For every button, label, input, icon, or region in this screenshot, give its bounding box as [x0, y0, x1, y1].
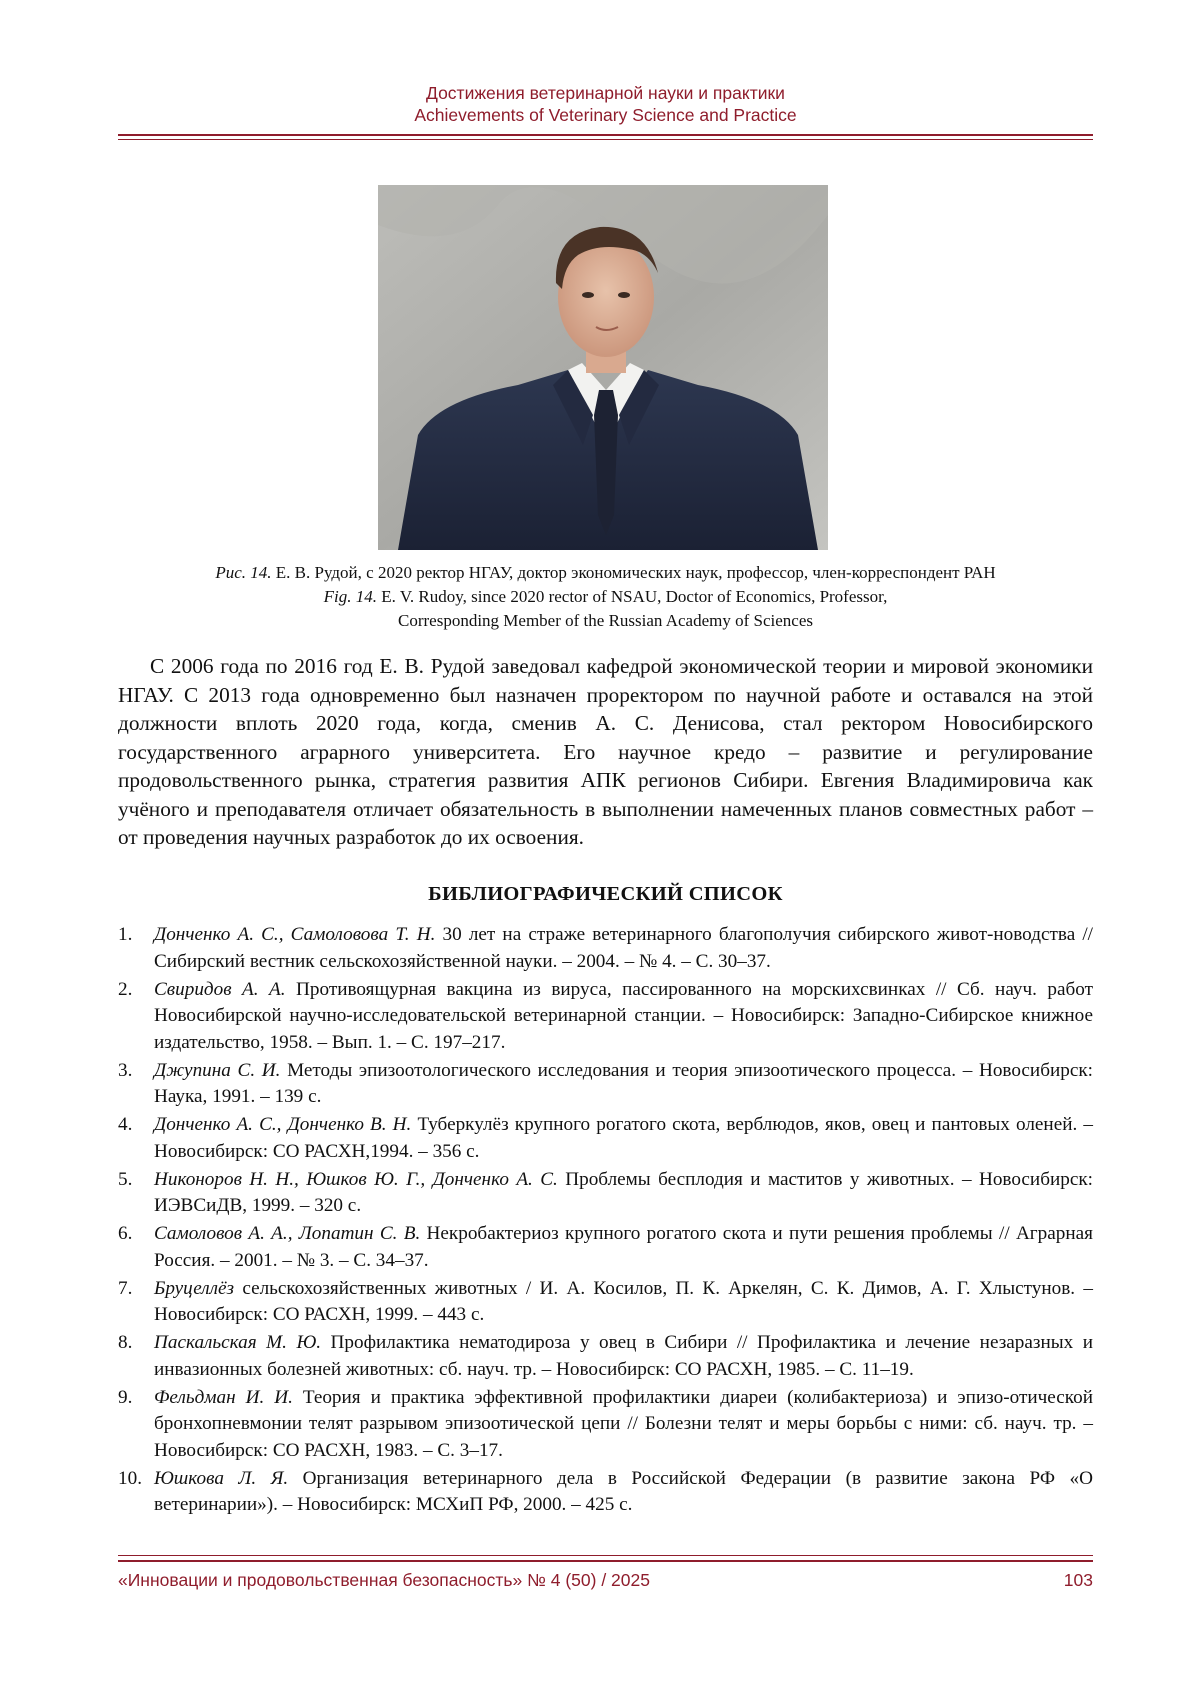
reference-number: 4.: [118, 1114, 133, 1135]
bibliography-title: БИБЛИОГРАФИЧЕСКИЙ СПИСОК: [428, 883, 783, 905]
reference-authors: Юшкова Л. Я.: [154, 1467, 289, 1489]
caption-text-en-1: E. V. Rudoy, since 2020 rector of NSAU, Doctor of Economics, Professor,: [377, 587, 888, 606]
reference-number: 7.: [118, 1277, 133, 1299]
reference-authors: Джупина С. И.: [154, 1059, 281, 1081]
reference-text: Методы эпизоотологического исследования и теория эпизоотического процесса. – Новосибирск: Наука, 1991. – 139 с.: [154, 1059, 1093, 1107]
figure-caption: [118, 561, 1093, 633]
reference-list: [118, 922, 1093, 1520]
header-title-en: Achievements of Veterinary Science and Practice: [414, 105, 797, 125]
reference-item: [118, 1385, 1093, 1465]
reference-item: [118, 1058, 1093, 1111]
reference-text: сельскохозяйственных животных / И. А. Косилов, П. К. Аркелян, С. К. Димов, А. Г. Хлыстунов. – Новосибирск: СО РАСХН, 1999. – 443 с.: [154, 1277, 1093, 1325]
reference-number: 2.: [118, 978, 133, 1000]
reference-text: Профилактика нематодироза у овец в Сибири // Профилактика и лечение незаразных и инвазионных болезней животных: сб. науч. тр. – Новосибирск: СО РАСХН, 1985. – С. 11–19.: [154, 1332, 1093, 1380]
header-rule-thick: [118, 134, 1093, 136]
caption-text-en-2: Corresponding Member of the Russian Academy of Sciences: [398, 611, 813, 630]
header-rule-thin: [118, 139, 1093, 140]
caption-label-en: Fig. 14.: [323, 587, 377, 606]
reference-authors: Самоловов А. А., Лопатин С. В.: [154, 1223, 421, 1244]
reference-number: 3.: [118, 1059, 133, 1081]
caption-ru: [118, 561, 1093, 585]
reference-item: [118, 1330, 1093, 1383]
reference-authors: Донченко А. С., Донченко В. Н.: [154, 1114, 412, 1135]
reference-authors: Бруцеллёз: [154, 1277, 235, 1299]
body-paragraph: С 2006 года по 2016 год Е. В. Рудой заведовал кафедрой экономической теории и мировой экономики НГАУ. С 2013 года одновременно был назначен проректором по научной работе и оставался на этой должности вплоть 2020 года, когда, сменив А. С. Денисова, стал ректором Новосибирского государственного аграрного университета. Его научное кредо – развитие и регулирование продовольственного рынка, стратегия развития АПК регионов Сибири. Евгения Владимировича как учёного и преподавателя отличает обязательность в выполнении намеченных планов совместных работ – от проведения научных разработок до их освоения.: [118, 654, 1093, 849]
reference-item: [118, 1466, 1093, 1519]
portrait-photo: [378, 185, 828, 550]
caption-en-1: [118, 585, 1093, 609]
caption-text-ru: Е. В. Рудой, с 2020 ректор НГАУ, доктор экономических наук, профессор, член-корреспондент РАН: [271, 563, 996, 582]
reference-number: 10.: [118, 1467, 142, 1489]
header-title-ru: Достижения ветеринарной науки и практики: [426, 83, 785, 103]
running-footer: [118, 1568, 1093, 1592]
footer-rule-thick: [118, 1560, 1093, 1562]
journal-name: «Инновации и продовольственная безопасность» № 4 (50) / 2025: [118, 1570, 650, 1590]
reference-item: [118, 1112, 1093, 1165]
reference-text: Некробактериоз крупного рогатого скота и пути решения проблемы // Аграрная Россия. – 2001. – № 3. – С. 34–37.: [154, 1223, 1093, 1271]
reference-number: 1.: [118, 924, 133, 945]
reference-number: 6.: [118, 1223, 133, 1244]
reference-number: 8.: [118, 1332, 133, 1353]
reference-text: Теория и практика эффективной профилактики диареи (колибактериоза) и эпизо-отической бронхопневмонии телят разрывом эпизоотической цепи // Болезни телят и меры борьбы с ними: сб. науч. тр. – Новосибирск: СО РАСХН, 1983. – С. 3–17.: [154, 1386, 1093, 1461]
reference-item: [118, 1276, 1093, 1329]
reference-authors: Фельдман И. И.: [154, 1386, 293, 1408]
running-header: [118, 82, 1093, 126]
reference-authors: Донченко А. С., Самоловова Т. Н.: [154, 924, 436, 945]
reference-item: [118, 922, 1093, 975]
reference-text: Противоящурная вакцина из вируса, пассированного на морскихсвинках // Сб. науч. работ Новосибирской научно-исследовательской ветеринарной станции. – Новосибирск: Западно-Сибирское книжное издательство, 1958. – Вып. 1. – С. 197–217.: [154, 978, 1093, 1053]
reference-item: [118, 1167, 1093, 1220]
reference-authors: Паскальская М. Ю.: [154, 1332, 322, 1353]
footer-rule-thin: [118, 1555, 1093, 1556]
reference-authors: Никоноров Н. Н., Юшков Ю. Г., Донченко А. С.: [154, 1168, 558, 1190]
reference-authors: Свиридов А. А.: [154, 978, 286, 1000]
reference-item: [118, 1221, 1093, 1274]
reference-number: 9.: [118, 1386, 133, 1408]
page-number: 103: [1063, 1570, 1093, 1590]
reference-number: 5.: [118, 1168, 133, 1190]
reference-text: Туберкулёз крупного рогатого скота, верблюдов, яков, овец и пантовых оленей. – Новосибирск: СО РАСХН,1994. – 356 с.: [154, 1114, 1093, 1162]
reference-text: 30 лет на страже ветеринарного благополучия сибирского живот-новодства // Сибирский вестник сельскохозяйственной науки. – 2004. – № 4. – С. 30–37.: [154, 924, 1094, 972]
reference-text: Организация ветеринарного дела в Российской Федерации (в развитие закона РФ «О ветеринарии»). – Новосибирск: МСХиП РФ, 2000. – 425 с.: [154, 1467, 1093, 1515]
caption-label-ru: Рис. 14.: [215, 563, 272, 582]
reference-item: [118, 977, 1093, 1057]
reference-text: Проблемы бесплодия и маститов у животных. – Новосибирск: ИЭВСиДВ, 1999. – 320 с.: [154, 1168, 1093, 1216]
